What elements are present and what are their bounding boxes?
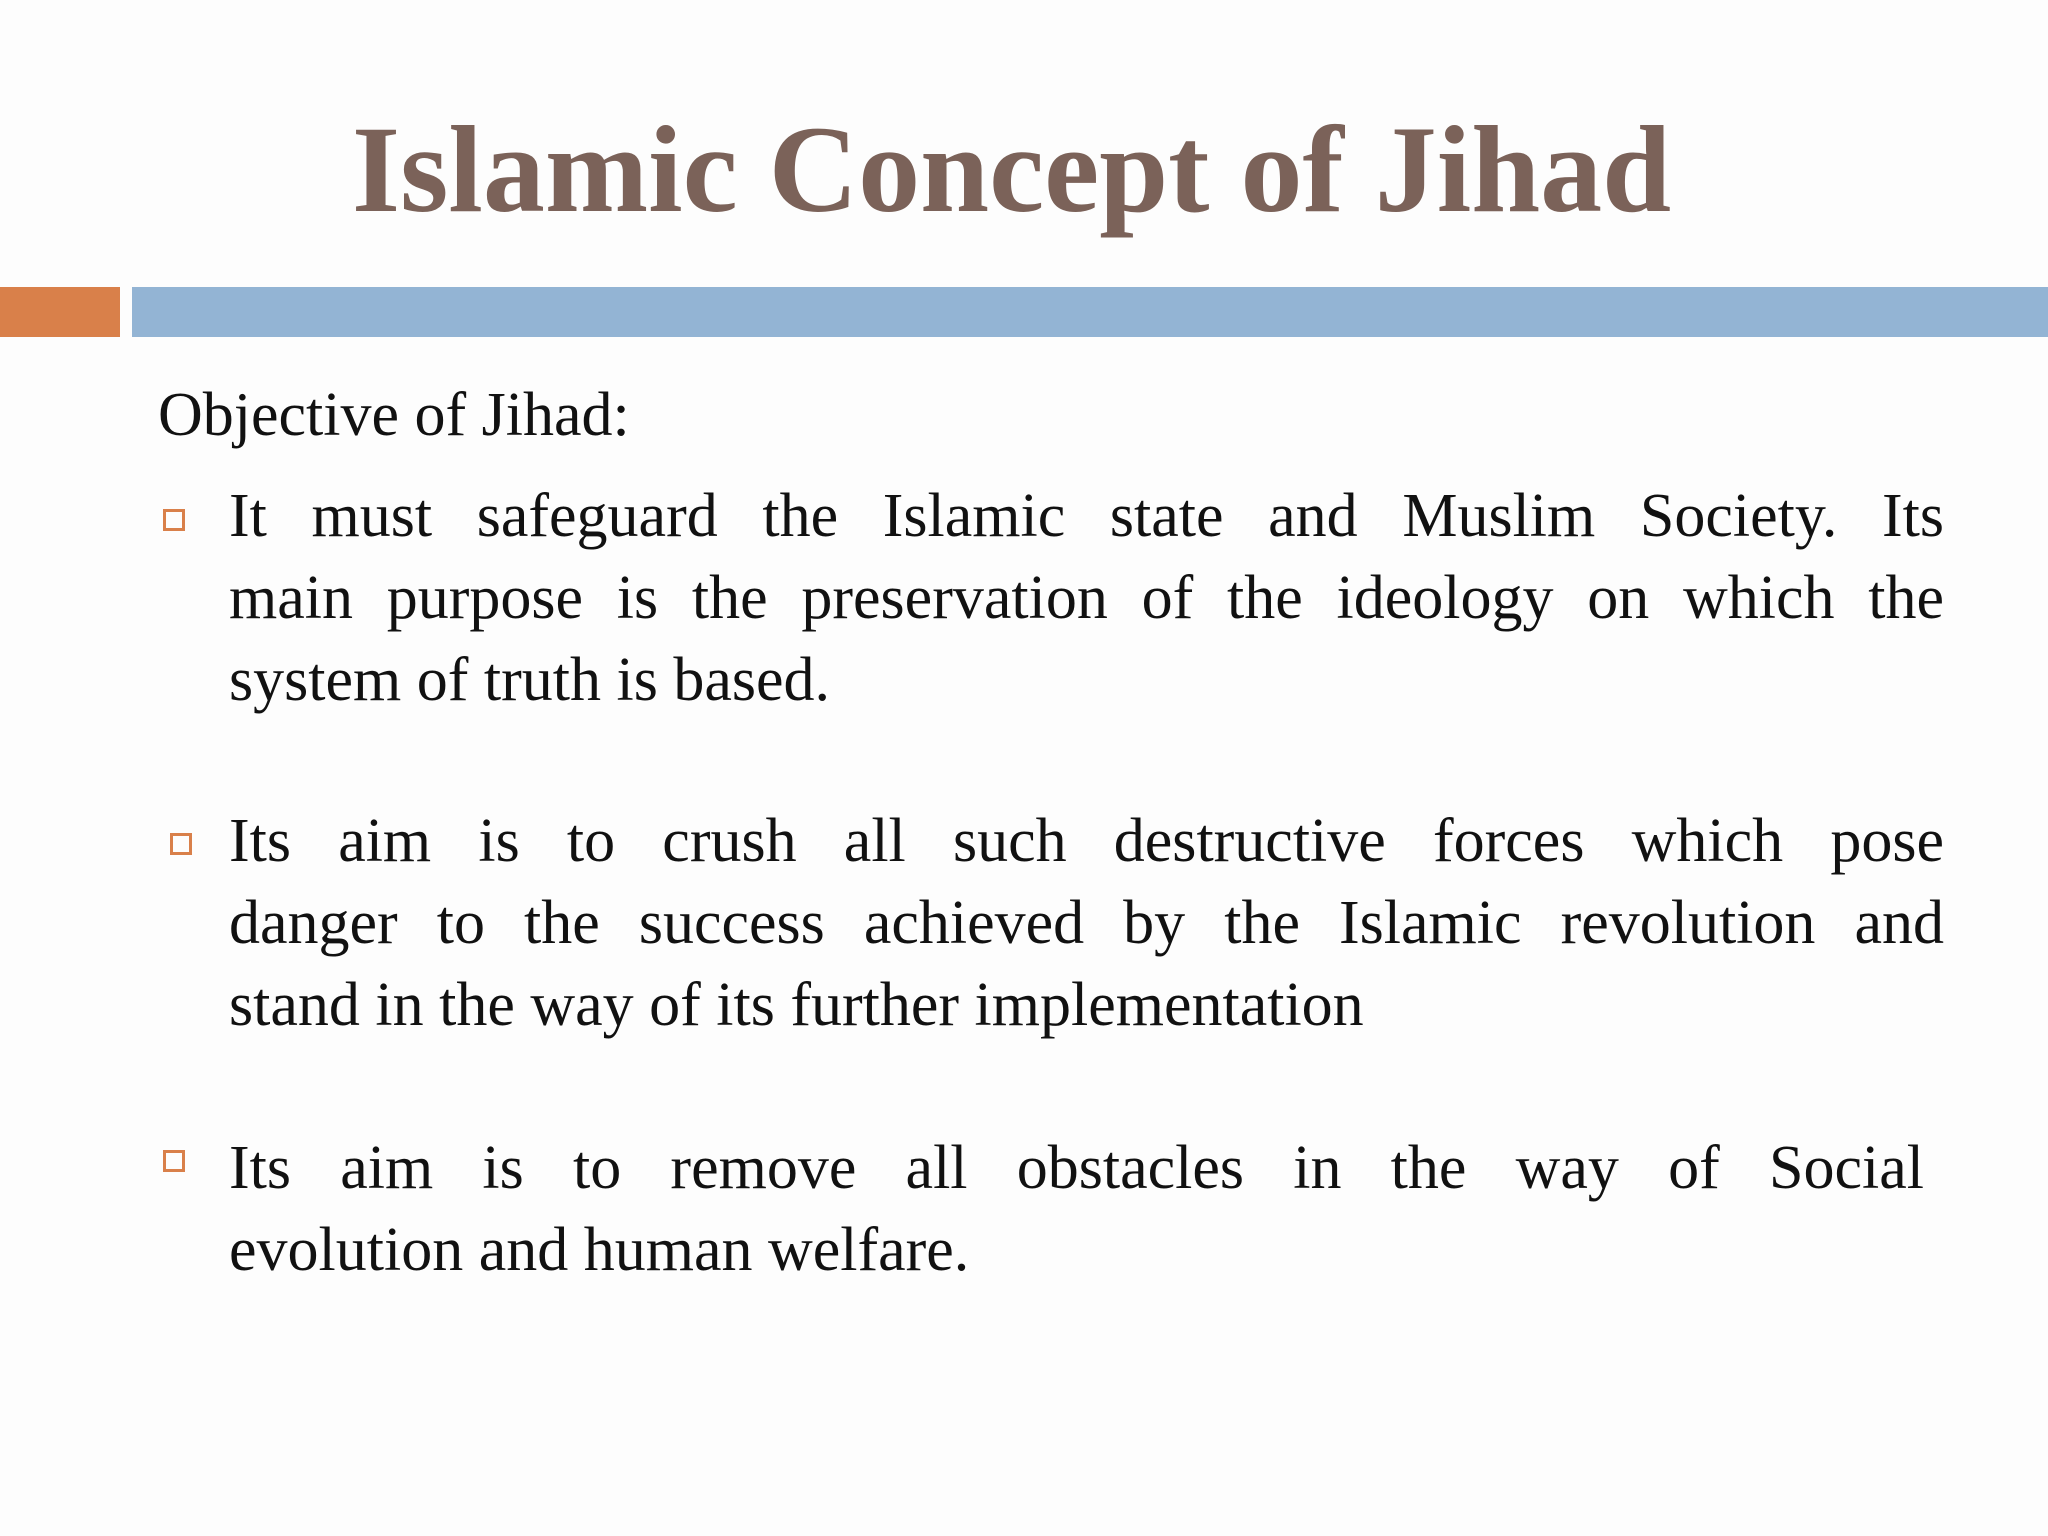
- hollow-square-icon: [163, 1150, 185, 1172]
- bullet-item-1: [229, 475, 1944, 721]
- bullet-1-line-1: It must safeguard the Islamic state and Muslim Society. Its: [229, 482, 1944, 550]
- section-heading: Objective of Jihad:: [158, 381, 630, 449]
- bullet-2-line-2: danger to the success achieved by the Islamic revolution and: [229, 889, 1944, 957]
- bullet-1-line-2: main purpose is the preservation of the ideology on which the: [229, 564, 1944, 632]
- bullet-2-line-1: Its aim is to crush all such destructive forces which pose: [229, 807, 1944, 875]
- hollow-square-icon: [170, 833, 192, 855]
- bullet-item-3: [229, 1127, 1924, 1291]
- bullet-3-line-2: evolution and human welfare.: [229, 1216, 970, 1284]
- slide-title-text: Islamic Concept of Jihad: [351, 101, 1672, 238]
- bullet-1-line-3: system of truth is based.: [229, 646, 830, 714]
- hollow-square-icon: [163, 509, 185, 531]
- bullet-2-line-3: stand in the way of its further implementation: [229, 971, 1364, 1039]
- bullet-item-2: [229, 800, 1944, 1046]
- bullet-3-line-1: Its aim is to remove all obstacles in the way of Social: [229, 1134, 1924, 1202]
